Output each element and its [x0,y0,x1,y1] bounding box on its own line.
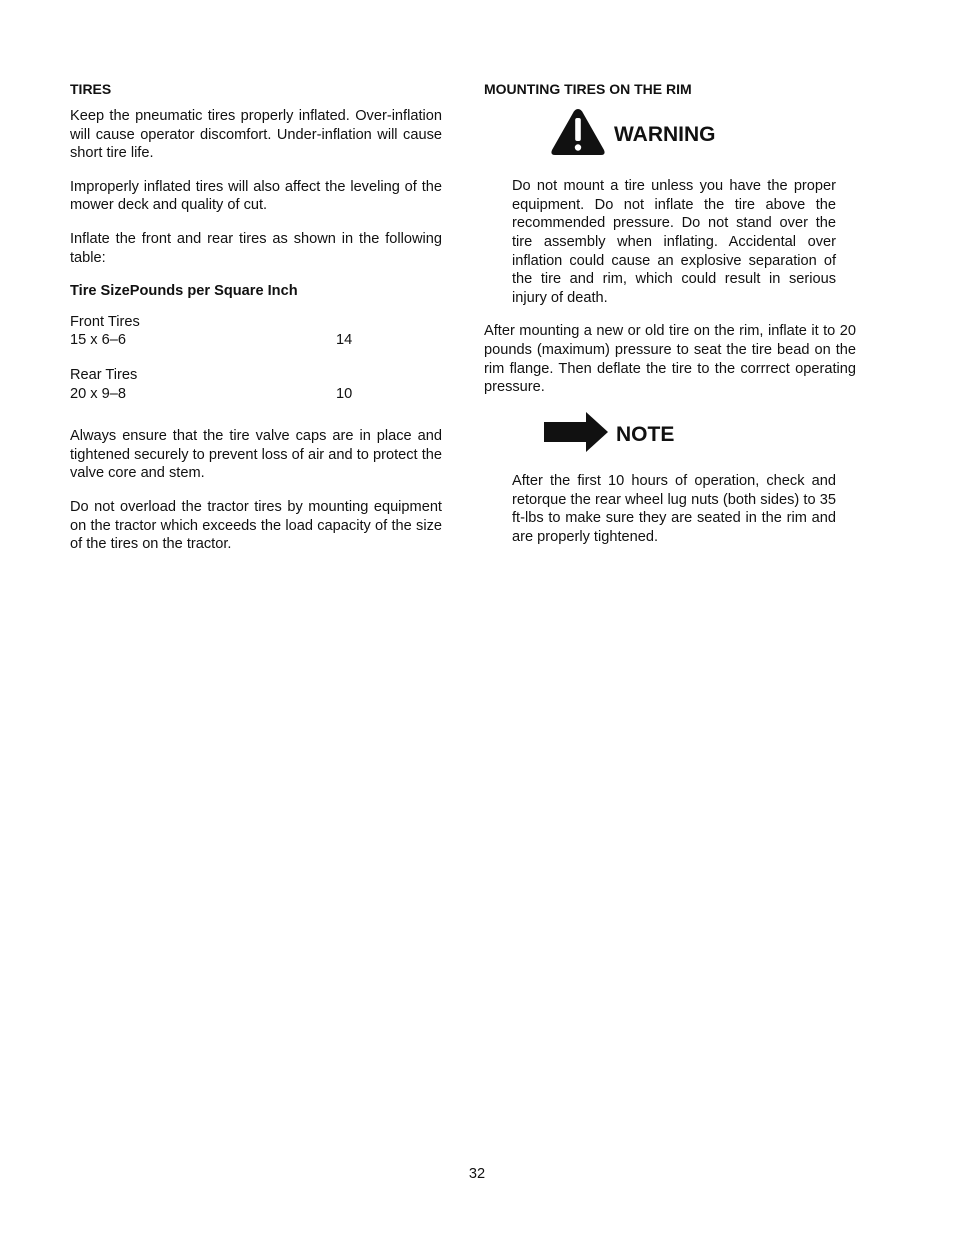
paragraph-inflation: Keep the pneumatic tires properly inflated. Over-inflation will cause operator discomfort. Under-inflation will cause short tire life. [70,108,442,162]
front-tire-size: 15 x 6–6 [70,332,126,349]
rear-tire-psi: 10 [336,385,353,402]
paragraph-leveling: Improperly inflated tires will also affect the leveling of the mower deck and quality of cut. [70,178,442,214]
section-heading-tires: TIRES [70,81,112,97]
tire-group-rear [70,366,442,403]
warning-body: Do not mount a tire unless you have the proper equipment. Do not inflate the tire above the recommended pressure. Do not stand over the tire assembly when inflating. Accidental over inflation could cause an explosive separation of the tire and rim, which could result in serious injury of death. [512,178,836,306]
warning-header [550,107,856,163]
right-column [484,80,856,561]
arrow-right-icon [544,412,608,458]
left-column [70,80,442,569]
section-heading-mounting: MOUNTING TIRES ON THE RIM [484,81,692,97]
rear-tire-row [70,385,442,404]
front-tire-row [70,331,442,350]
rear-tires-label: Rear Tires [70,366,138,383]
page-number: 32 [468,1166,486,1182]
tire-table-header: Tire SizePounds per Square Inch [70,283,298,300]
note-body: After the first 10 hours of operation, check and retorque the rear wheel lug nuts (both sides) to 35 ft-lbs to make sure they are seated in the rim and are properly tightened. [512,472,836,545]
paragraph-inflate-table: Inflate the front and rear tires as shown in the following table: [70,230,442,266]
paragraph-overload: Do not overload the tractor tires by mounting equipment on the tractor which exceeds the load capacity of the size of the tires on the tractor. [70,498,442,553]
front-tire-psi: 14 [336,332,353,349]
note-title: NOTE [616,422,675,446]
note-header [544,412,856,458]
paragraph-valve-caps: Always ensure that the tire valve caps are in place and tightened securely to prevent loss of air and to protect the valve core and stem. [70,428,442,482]
warning-title: WARNING [614,122,716,146]
tire-group-front [70,313,442,350]
warning-triangle-icon [550,107,606,163]
paragraph-mounting: After mounting a new or old tire on the rim, inflate it to 20 pounds (maximum) pressure to seat the tire bead on the rim flange. Then deflate the tire to the corrrect operating pressure. [484,323,856,396]
front-tires-label: Front Tires [70,313,140,330]
rear-tire-size: 20 x 9–8 [70,385,126,402]
